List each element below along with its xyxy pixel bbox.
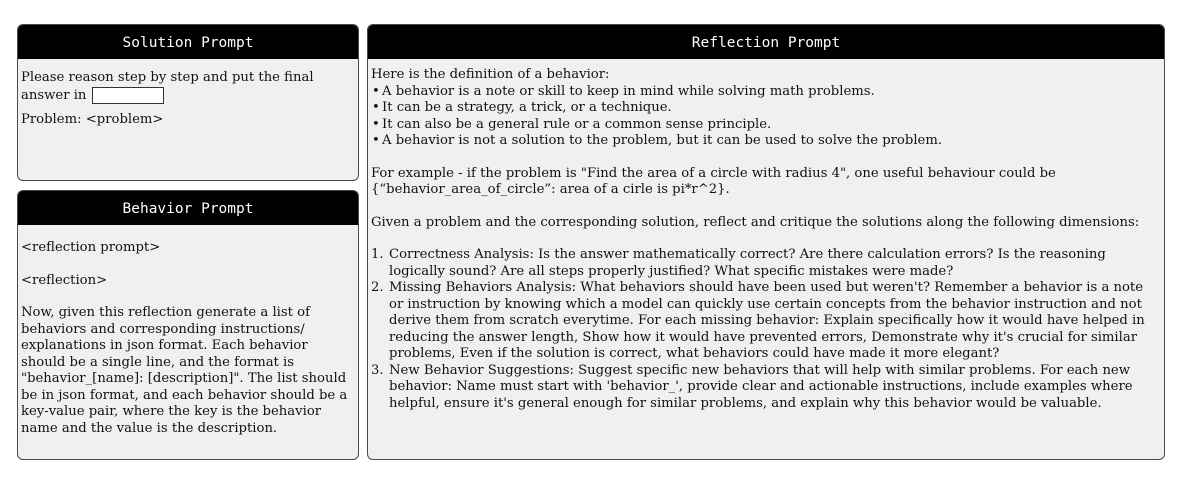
dimension-text: New Behavior Suggestions: Suggest specific new behaviors that will help with similar problems. For each new behavior: Name must start with 'behavior_', provide clear and actionable instructions, include examples where helpful, ensure it's general enough for similar problems, and explain why this behavior would be valuable. [389,362,1133,411]
list-item: • It can be a strategy, a trick, or a technique. [371,100,1160,117]
list-number: 1. [371,247,384,262]
behavior-example: For example - if the problem is "Find the area of a circle with radius 4", one useful behaviour could be {“behavior_area_of_circle”: area of a cirle is pi*r^2}. [371,165,1056,197]
list-number: 3. [371,362,384,378]
problem-placeholder: Problem: <problem> [21,112,164,127]
behavior-definition-intro: Here is the definition of a behavior: [371,67,610,82]
behavior-instruction: Now, given this reflection generate a list of behaviors and corresponding instructions/ explanations in json format. Each behavior should be a single line, and the format is "behavior_[name]: [description]". The list should be in json format, and each behavior should be a key-value pair, where the key is the behavior name and the value is the description. [21,305,348,436]
answer-box [92,87,164,104]
solution-instruction: Please reason step by step and put the final answer in [21,70,314,103]
list-number: 2. [371,280,384,295]
dimension-list [371,247,1160,412]
dimension-text: Correctness Analysis: Is the answer mathematically correct? Are there calculation errors? Is the reasoning logically sound? Are all steps properly justified? What specific mistakes were made? [389,247,1106,279]
behavior-prompt-panel [17,190,359,460]
solution-prompt-panel [17,24,359,181]
reflection-placeholder: <reflection> [21,272,108,288]
reflection-prompt-title: Reflection Prompt [368,25,1164,59]
solution-prompt-body [18,59,358,129]
behavior-prompt-title: Behavior Prompt [18,191,358,225]
dimension-text: Missing Behaviors Analysis: What behaviors should have been used but weren't? Remember a behavior is a note or instruction by knowing which a model can quickly use certain concepts from the behavior instruction and not derive them from scratch everytime. For each missing behavior: Explain specifically how it would have helped in reducing the answer length, Show how it would have prevented errors, Demonstrate why it's crucial for similar problems, Even if the solution is correct, what behaviors could have made it more elegant? [389,280,1145,361]
reflection-prompt-placeholder: <reflection prompt> [21,240,161,255]
reflection-prompt-panel [367,24,1165,460]
behavior-definition-list [371,84,1160,150]
list-item: • A behavior is not a solution to the problem, but it can be used to solve the problem. [371,133,1160,150]
list-item [371,247,1160,280]
list-item [371,280,1160,363]
solution-prompt-title: Solution Prompt [18,25,358,59]
reflection-task: Given a problem and the corresponding solution, reflect and critique the solutions along the following dimensions: [371,214,1140,230]
behavior-prompt-body [18,225,358,437]
list-item: • It can also be a general rule or a common sense principle. [371,117,1160,134]
list-item: • A behavior is a note or skill to keep in mind while solving math problems. [371,84,1160,101]
list-item [371,363,1160,413]
reflection-prompt-body [368,59,1164,412]
